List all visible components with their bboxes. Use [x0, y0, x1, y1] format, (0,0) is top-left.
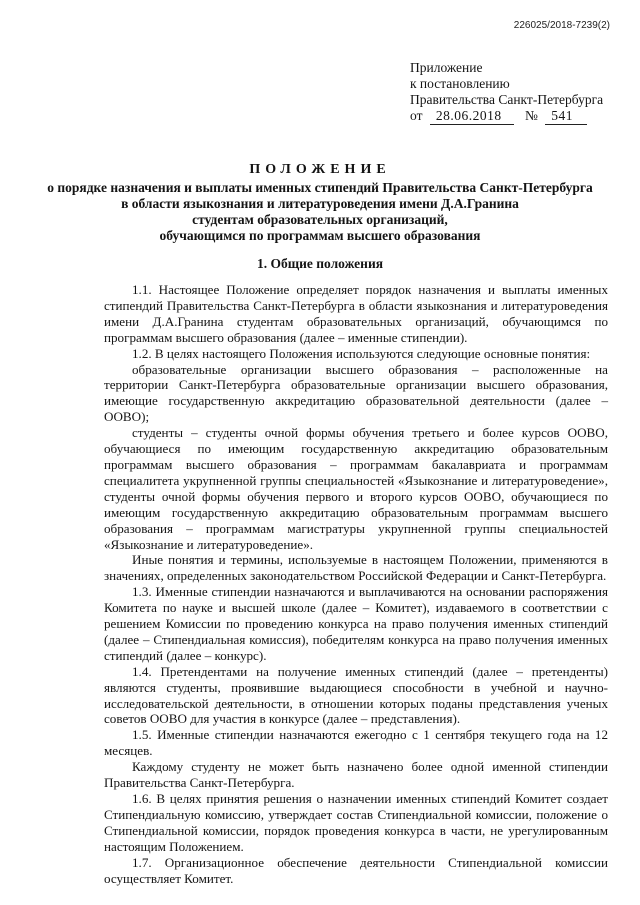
paragraph: 1.7. Организационное обеспечение деятельности Стипендиальной комиссии осуществляет Комитет.	[104, 854, 608, 886]
number-prefix: №	[524, 108, 538, 123]
paragraph: Каждому студенту не может быть назначено более одной именной стипендии Правительства Санкт-Петербурга.	[104, 759, 608, 791]
document-body	[104, 282, 608, 886]
resolution-date: 28.06.2018	[430, 108, 514, 125]
date-prefix: от	[410, 108, 423, 123]
section-heading: 1. Общие положения	[256, 256, 384, 271]
paragraph: 1.5. Именные стипендии назначаются ежегодно с 1 сентября текущего года на 12 месяцев.	[104, 727, 608, 759]
resolution-number: 541	[545, 108, 587, 125]
paragraph: образовательные организации высшего образования – расположенные на территории Санкт-Петербурга образовательные организации высшего образования, имеющие государственную аккредитацию образовательной деятельности (далее – ООВО);	[104, 361, 608, 425]
paragraph: 1.1. Настоящее Положение определяет порядок назначения и выплаты именных стипендий Правительства Санкт-Петербурга в области языкознания и литературоведения имени Д.А.Гранина студентам образовательных организаций, обучающимся по программам высшего образования (далее – именные стипендии).	[104, 282, 608, 345]
title-line: обучающимся по программам высшего образования	[159, 228, 481, 243]
appendix-date-line	[410, 108, 603, 125]
title-line: о порядке назначения и выплаты именных стипендий Правительства Санкт-Петербурга	[47, 180, 593, 195]
title-line: в области языкознания и литературоведения имени Д.А.Гранина	[121, 196, 519, 211]
paragraph: 1.4. Претендентами на получение именных стипендий (далее – претенденты) являются студенты, проявившие выдающиеся способности в учебной и научно-исследовательской деятельности, в отношении которых поданы представления ученых советов ООВО для участия в конкурсе (далее – представления).	[104, 663, 608, 727]
document-title	[0, 162, 640, 244]
paragraph: 1.6. В целях принятия решения о назначении именных стипендий Комитет создает Стипендиальную комиссию, утверждает состав Стипендиальной комиссии, положение о Стипендиальной комиссии, порядок проведения конкурса в части, не урегулированным настоящим Положением.	[104, 791, 608, 854]
appendix-line: к постановлению	[410, 76, 510, 91]
document-registration-number: 226025/2018-7239(2)	[513, 20, 610, 31]
title-main: ПОЛОЖЕНИЕ	[249, 162, 391, 177]
paragraph: студенты – студенты очной формы обучения третьего и более курсов ООВО, обучающиеся по имеющим государственную аккредитацию образовательным программам высшего образования – программам бакалавриата и программам специалитета укрупненной группы специальностей «Языкознание и литературоведение», студенты очной формы обучения первого и второго курсов ООВО, обучающиеся по имеющим государственную аккредитацию образовательным программам высшего образования – программам магистратуры укрупненной группы специальностей «Языкознание и литературоведение».	[104, 425, 608, 552]
appendix-line: Правительства Санкт-Петербурга	[410, 92, 604, 107]
title-line: студентам образовательных организаций,	[192, 212, 448, 227]
paragraph: 1.2. В целях настоящего Положения используются следующие основные понятия:	[132, 345, 591, 361]
appendix-header	[410, 60, 603, 125]
appendix-line: Приложение	[410, 60, 483, 75]
paragraph: 1.3. Именные стипендии назначаются и выплачиваются на основании распоряжения Комитета по науке и высшей школе (далее – Комитет), издаваемого в соответствии с решением Комиссии по проведению конкурса на право получения именных стипендий (далее – Стипендиальная комиссия), победителям конкурса на право получения именных стипендий (далее – конкурс).	[104, 584, 608, 663]
paragraph: Иные понятия и термины, используемые в настоящем Положении, применяются в значениях, определенных законодательством Российской Федерации и Санкт-Петербурга.	[104, 552, 608, 584]
